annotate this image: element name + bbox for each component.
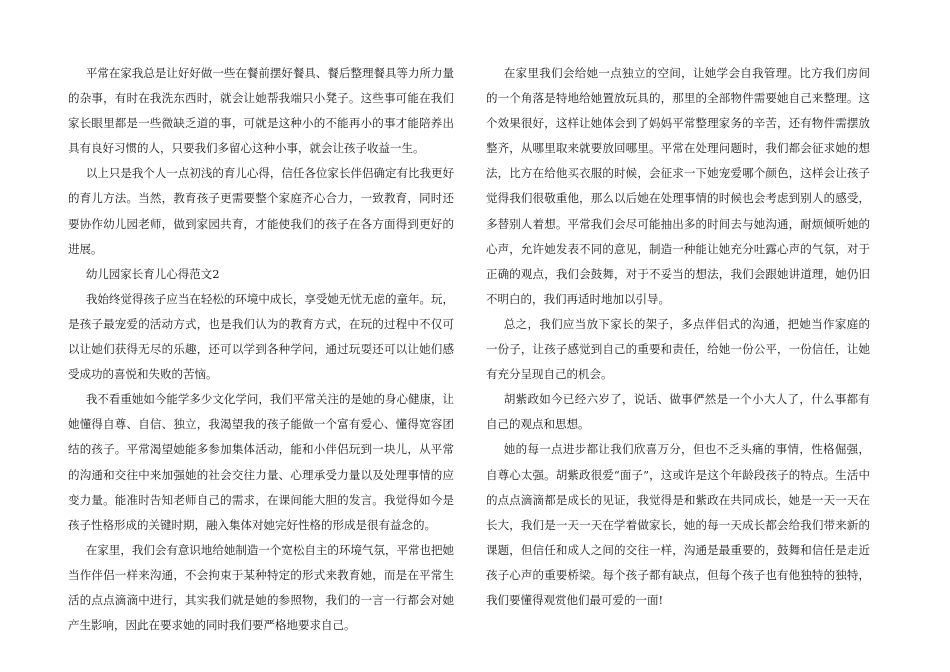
paragraph: 胡紫政如今已经六岁了，说话、做事俨然是一个小大人了，什么事都有自己的观点和思想。 [486, 392, 870, 432]
section-heading: 幼儿园家长育儿心得范文2 [85, 266, 220, 281]
paragraph: 总之，我们应当放下家长的架子，多点伴侣式的沟通，把她当作家庭的一份子，让孩子感觉到自己的重要和责任，给她一份公平，一份信任，让她有充分呈现自己的机会。 [486, 316, 870, 382]
paragraph: 在家里，我们会有意识地给她制造一个宽松自主的环境气氛，平常也把她当作伴侣一样来沟通，不会拘束于某种特定的形式来教育她，而是在平常生活的点点滴滴中进行，其实我们就是她的参照物，我们的一言一行都会对她产生影响，因此在要求她的同时我们要严格地要求自己。 [68, 542, 454, 633]
paragraph: 她的每一点进步都让我们欣喜万分，但也不乏头痛的事情，性格倔强，自尊心太强。胡紫政很爱“面子”，这或许是这个年龄段孩子的特点。生活中的点点滴滴都是成长的见证，我觉得是和紫政在共同成长，她是一天一天在长大，我们是一天一天在学着做家长，她的每一天成长都会给我们带来新的课题，但信任和成人之间的交往一样，沟通是最重要的，鼓舞和信任是走近孩子心声的重要桥梁。每个孩子都有缺点，但每个孩子也有他独特的独特，我们要懂得观赏他们最可爱的一面! [486, 442, 870, 607]
left-column [68, 61, 454, 638]
paragraph: 我始终觉得孩子应当在轻松的环境中成长，享受她无忧无虑的童年。玩，是孩子最宠爱的活动方式，也是我们认为的教育方式，在玩的过程中不仅可以让她们获得无尽的乐趣，还可以学到各种学问，通过玩耍还可以让她们感受成功的喜悦和失败的苦恼。 [68, 291, 454, 382]
right-column [486, 61, 870, 613]
paragraph: 我不看重她如今能学多少文化学问，我们平常关注的是她的身心健康，让她懂得自尊、自信、独立，我渴望我的孩子能做一个富有爱心、懂得宽容团结的孩子。平常渴望她能多参加集体活动，能和小伴侣玩到一块儿，从平常的沟通和交往中来加强她的社会交往力量、心理承受力量以及处理事情的应变力量。能准时告知老师自己的需求，在课间能大胆的发言。我觉得如今是孩子性格形成的关键时期，融入集体对她完好性格的形成是很有益念的。 [68, 392, 454, 532]
paragraph: 平常在家我总是让好好做一些在餐前摆好餐具、餐后整理餐具等力所力量的杂事，有时在我洗东西时，就会让她帮我端只小凳子。这些事可能在我们家长眼里都是一些微缺乏道的事，可就是这种小的不能再小的事才能陪养出具有良好习惯的人，只要我们多留心这种小事，就会让孩子收益一生。 [68, 66, 454, 156]
paragraph: 在家里我们会给她一点独立的空间，让她学会自我管理。比方我们房间的一个角落是特地给她置放玩具的，那里的全部物件需要她自己来整理。这个效果很好，这样让她体会到了妈妈平常整理家务的辛苦，还有物件需摆放整齐，从哪里取来就要放回哪里。平常在处理问题时，我们都会征求她的想法，比方在给他买衣服的时候，会征求一下她宠爱哪个颜色，这样会让孩子觉得我们很敬重他，那么以后她在处理事情的时候也会考虑到别人的感受，多替别人着想。平常我们会尽可能抽出多的时间去与她沟通，耐烦倾听她的心声，允许她发表不同的意见，制造一种能让她充分吐露心声的气氛，对于正确的观点，我们会鼓舞，对于不妥当的想法，我们会跟她讲道理，她仍旧不明白的，我们再适时地加以引导。 [486, 66, 870, 306]
paragraph: 以上只是我个人一点初浅的育儿心得，信任各位家长伴侣确定有比我更好的育儿方法。当然，教育孩子更需要整个家庭齐心合力，一致教育，同时还要协作幼儿园老师，做到家园共育，才能使我们的孩子在各方面得到更好的进展。 [68, 166, 454, 256]
